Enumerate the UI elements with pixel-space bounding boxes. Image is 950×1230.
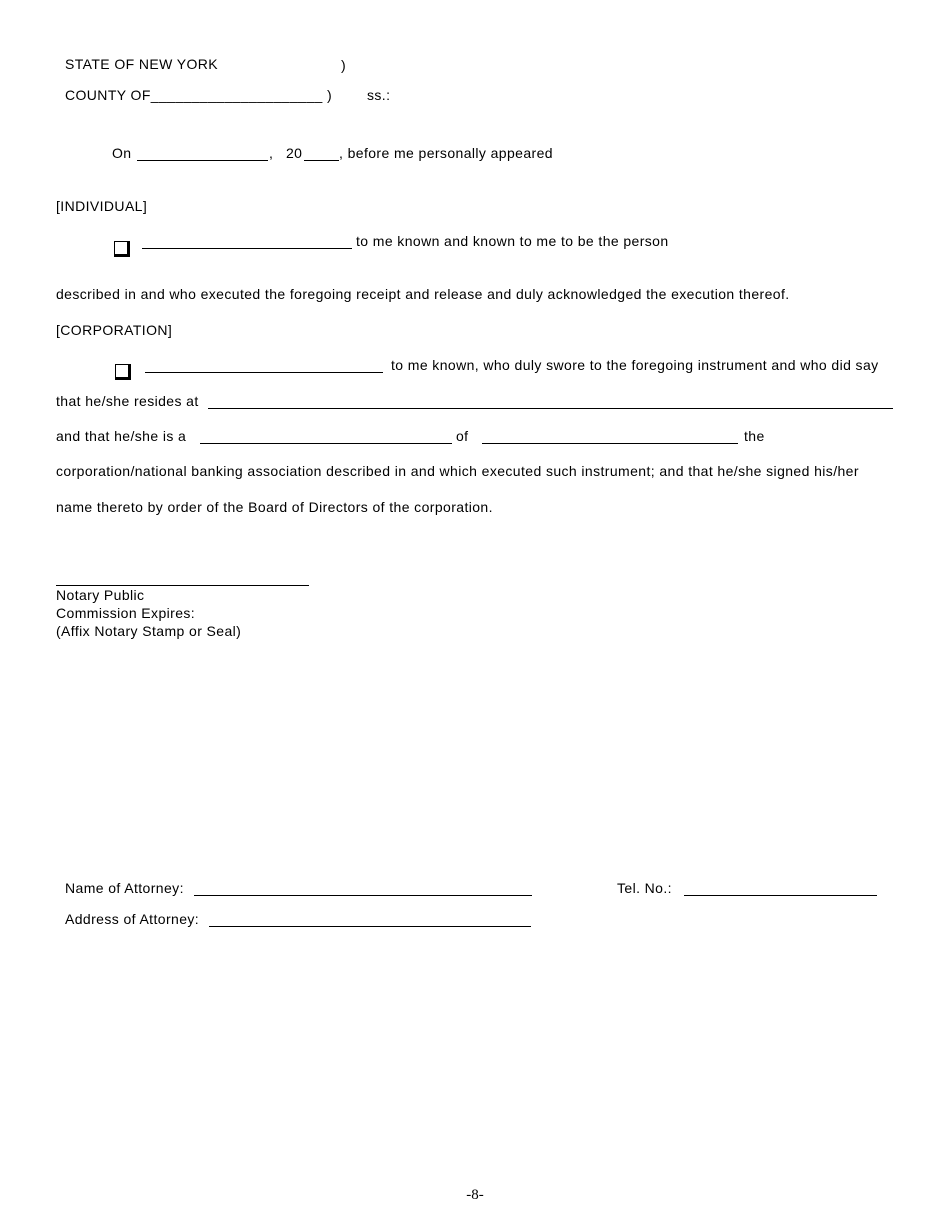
notary-title: Notary Public: [56, 587, 145, 603]
corporation-line5: name thereto by order of the Board of Directors of the corporation.: [56, 499, 493, 515]
corporation-sworn-text: to me known, who duly swore to the foregoing instrument and who did say: [391, 357, 879, 373]
appeared-label: , before me personally appeared: [339, 145, 553, 161]
page-number: -8-: [466, 1187, 484, 1203]
corporation-checkbox[interactable]: [115, 364, 129, 378]
attorney-name-field[interactable]: [194, 895, 532, 896]
year-prefix: 20: [286, 145, 303, 161]
ss-label: ss.:: [367, 87, 391, 103]
attorney-name-label: Name of Attorney:: [65, 880, 184, 896]
resides-label: that he/she resides at: [56, 393, 199, 409]
is-a-label: and that he/she is a: [56, 428, 187, 444]
commission-expires: Commission Expires:: [56, 605, 196, 621]
individual-known-text: to me known and known to me to be the person: [356, 233, 669, 249]
state-label: STATE OF NEW YORK: [65, 56, 219, 72]
individual-name-field[interactable]: [142, 248, 352, 249]
date-comma: ,: [269, 145, 274, 161]
county-label: COUNTY OF_____________________ ): [65, 87, 333, 103]
individual-described-text: described in and who executed the foregoing receipt and release and duly acknowledged the execution thereof.: [56, 286, 790, 302]
seal-note: (Affix Notary Stamp or Seal): [56, 623, 242, 639]
attorney-tel-label: Tel. No.:: [617, 880, 672, 896]
year-field[interactable]: [304, 160, 339, 161]
corporation-field[interactable]: [482, 443, 738, 444]
corporation-name-field[interactable]: [145, 372, 383, 373]
notary-signature-line[interactable]: [56, 585, 309, 586]
of-label: of: [456, 428, 469, 444]
attorney-address-field[interactable]: [209, 926, 531, 927]
corporation-line4: corporation/national banking association described in and which executed such instrument; and that he/she signed his/her: [56, 463, 859, 479]
title-field[interactable]: [200, 443, 452, 444]
individual-checkbox[interactable]: [114, 241, 128, 255]
residence-field[interactable]: [208, 408, 893, 409]
on-label: On: [112, 145, 132, 161]
attorney-address-label: Address of Attorney:: [65, 911, 200, 927]
individual-heading: [INDIVIDUAL]: [56, 198, 148, 214]
attorney-tel-field[interactable]: [684, 895, 877, 896]
date-field[interactable]: [137, 160, 268, 161]
venue-paren: ): [341, 57, 347, 73]
the-label: the: [744, 428, 765, 444]
corporation-heading: [CORPORATION]: [56, 322, 173, 338]
